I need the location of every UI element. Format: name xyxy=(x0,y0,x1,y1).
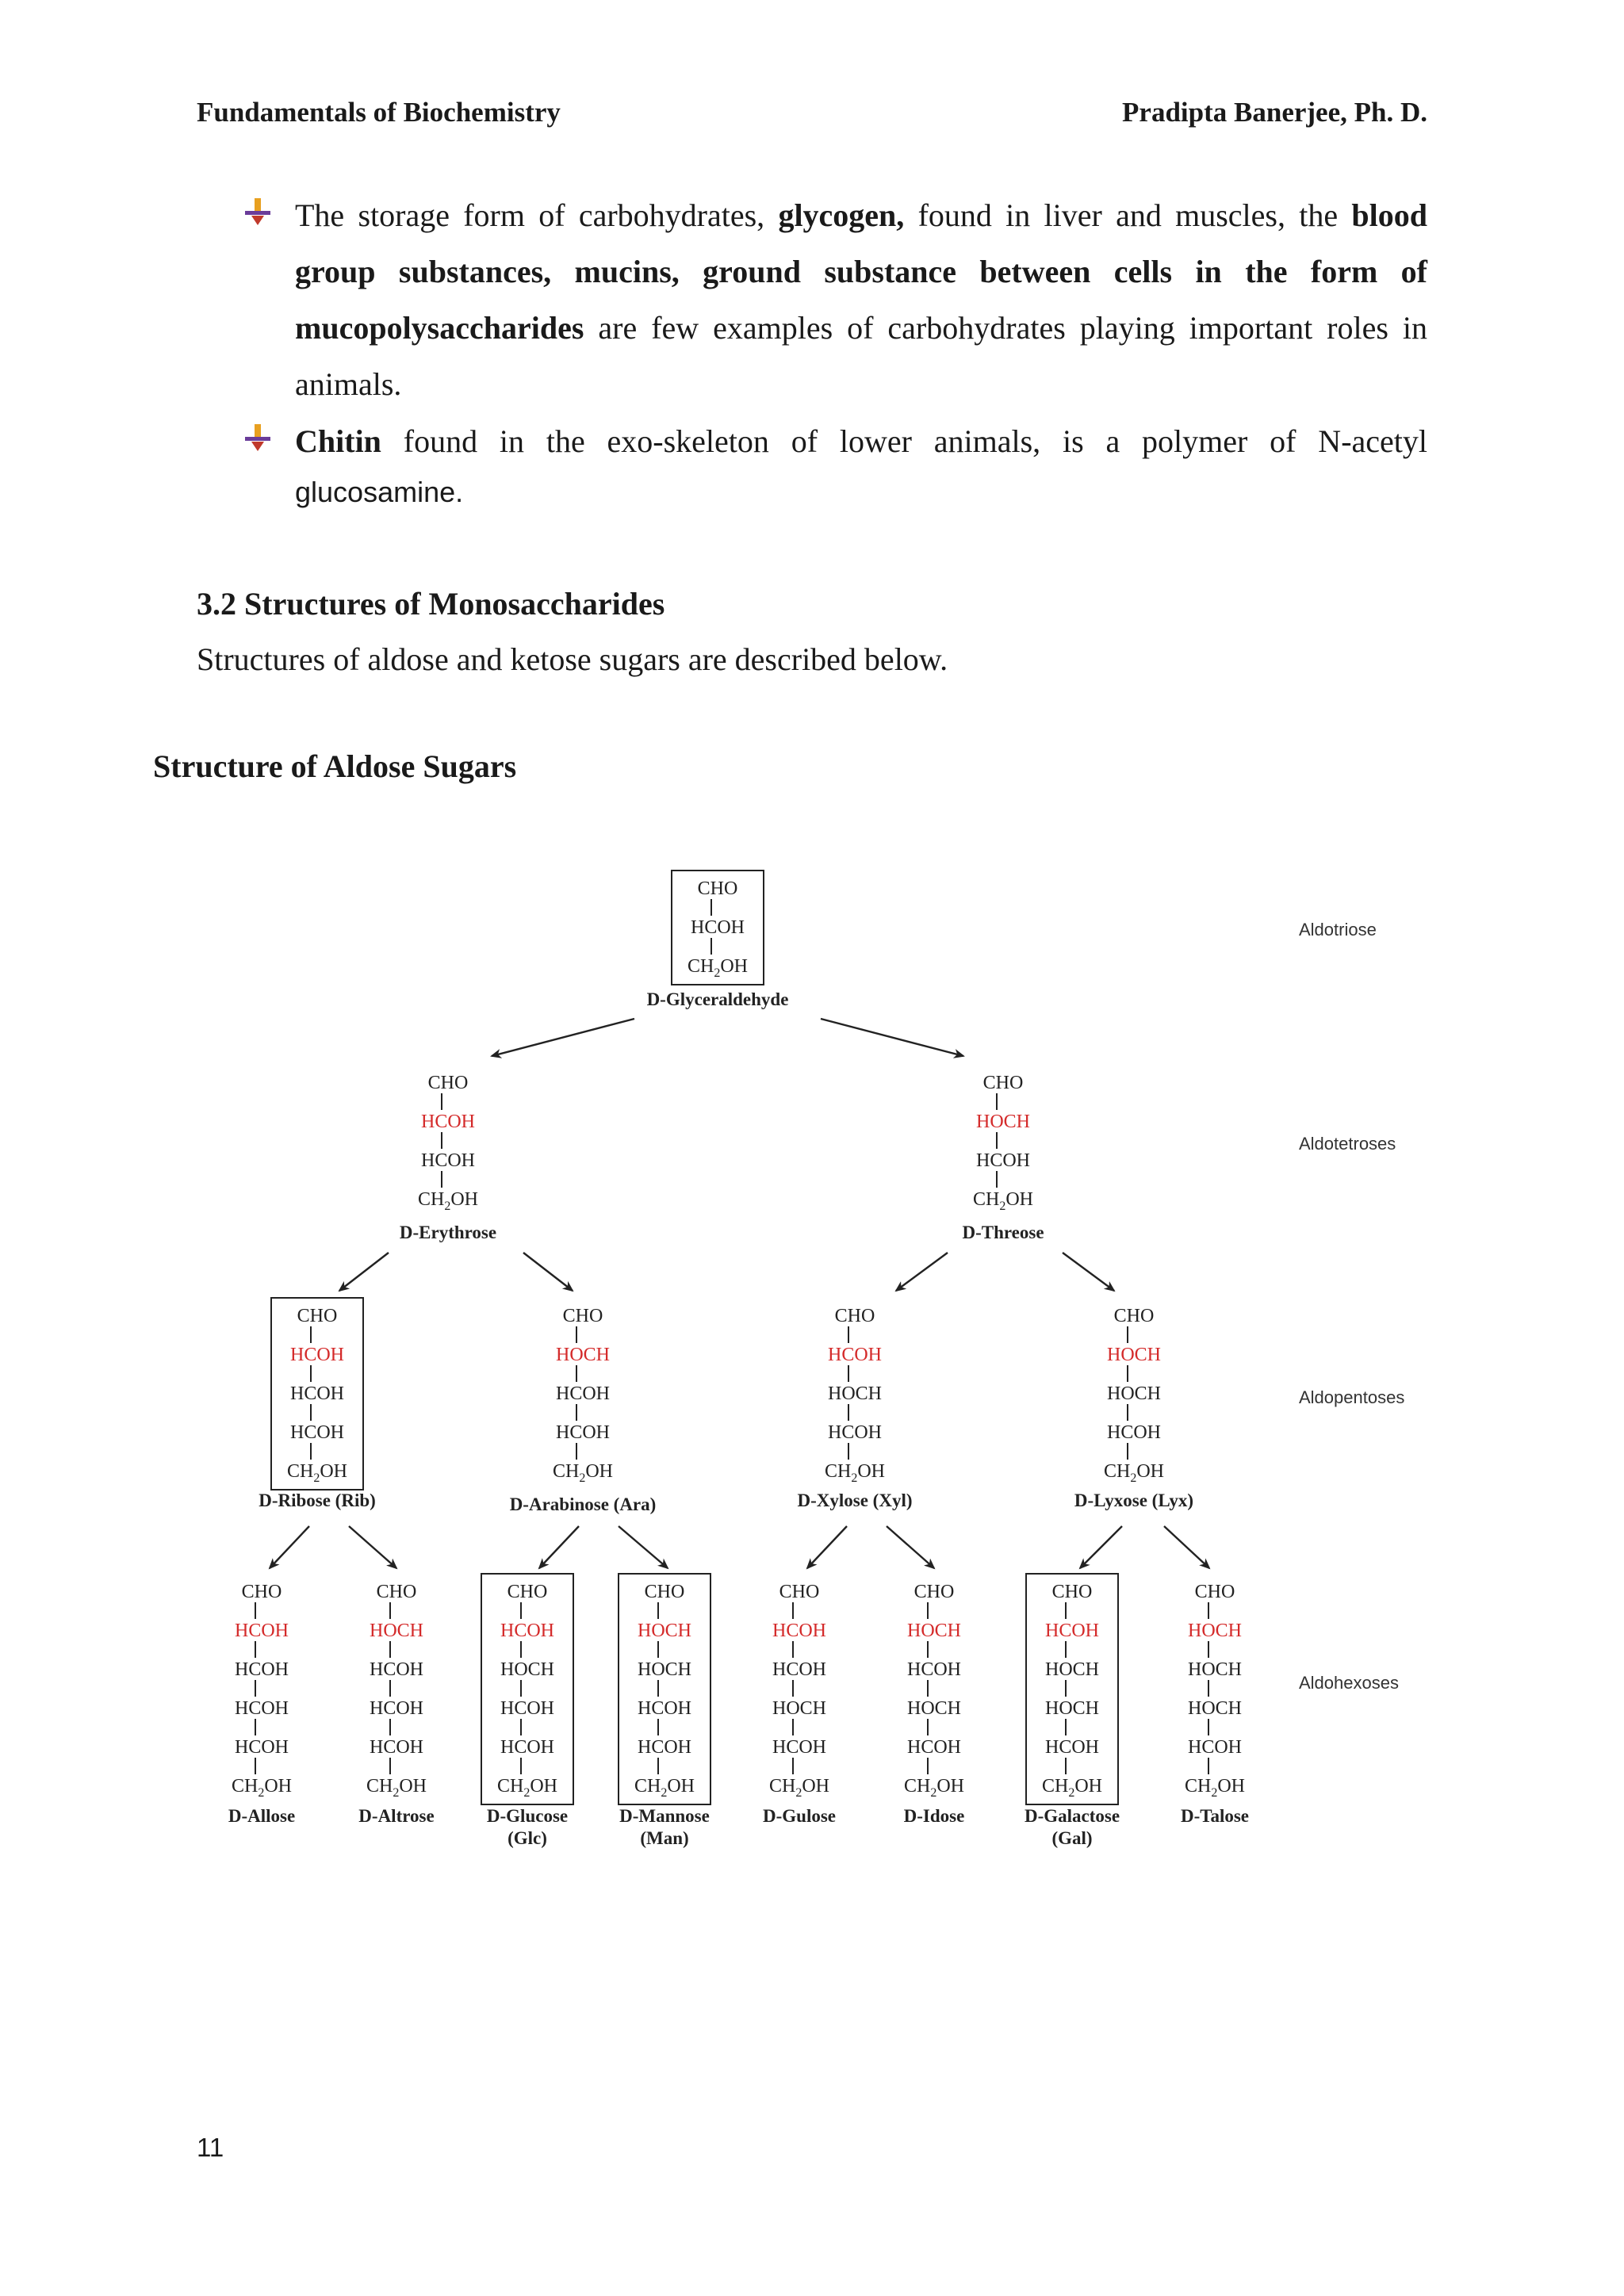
formula-line: CHO xyxy=(427,1073,469,1093)
sugar-abbr: (Gal) xyxy=(1051,1828,1093,1848)
formula-line: $CH_2OH$ xyxy=(768,1776,830,1800)
sugar-name: D-Erythrose xyxy=(399,1223,497,1242)
formula-line: CHO xyxy=(697,878,738,899)
arrow xyxy=(896,1253,948,1291)
arrow xyxy=(887,1526,934,1568)
text-run: are few examples of carbohydrates playing important roles in animals. xyxy=(295,310,1427,402)
formula-line: HCOH xyxy=(1044,1621,1100,1641)
arrow xyxy=(619,1526,668,1568)
section-text: Structures of aldose and ketose sugars are described below. xyxy=(197,641,948,677)
formula-line: $CH_2OH$ xyxy=(634,1776,695,1800)
sugar-name: D-Glyceraldehyde xyxy=(646,989,789,1009)
text-run: blood group substances, mucins, ground substance between cells in the form of mucopolysaccharides xyxy=(295,197,1427,346)
arrow xyxy=(1164,1526,1209,1568)
sugar-name: D-Mannose xyxy=(619,1806,710,1826)
formula-line: $CH_2OH$ xyxy=(552,1461,614,1485)
formula-line: HOCH xyxy=(827,1383,883,1404)
formula-line: $CH_2OH$ xyxy=(1041,1776,1103,1800)
arrow xyxy=(349,1526,396,1568)
formula-line: HCOH xyxy=(637,1698,692,1719)
formula-line: CHO xyxy=(297,1306,338,1326)
formula-line: HOCH xyxy=(975,1112,1031,1132)
sugar-mannose xyxy=(619,1574,710,1848)
sugar-ribose xyxy=(259,1298,376,1510)
formula-line: CHO xyxy=(562,1306,603,1326)
formula-line: CHO xyxy=(1113,1306,1155,1326)
sugar-abbr: (Glc) xyxy=(508,1828,547,1848)
formula-line: HCOH xyxy=(772,1621,827,1641)
arrow xyxy=(492,1019,634,1056)
formula-line: $CH_2OH$ xyxy=(286,1461,348,1485)
formula-line: HCOH xyxy=(906,1737,962,1758)
header-left: Fundamentals of Biochemistry xyxy=(197,97,561,128)
formula-line: HOCH xyxy=(906,1698,962,1719)
sugar-glyceraldehyde xyxy=(647,871,789,1009)
formula-line: HCOH xyxy=(1187,1737,1243,1758)
formula-line: $CH_2OH$ xyxy=(903,1776,965,1800)
formula-line: HCOH xyxy=(234,1621,289,1641)
formula-line: HOCH xyxy=(1187,1698,1243,1719)
text-run: The storage form of carbohydrates, xyxy=(295,197,779,233)
formula-line: HCOH xyxy=(772,1659,827,1680)
figure-title: Structure of Aldose Sugars xyxy=(153,748,517,784)
arrow xyxy=(523,1253,573,1291)
formula-line: HCOH xyxy=(369,1659,424,1680)
highlight-box xyxy=(481,1574,573,1804)
formula-line: HCOH xyxy=(234,1737,289,1758)
arrow xyxy=(1080,1526,1122,1568)
formula-line: HCOH xyxy=(906,1659,962,1680)
formula-line: HOCH xyxy=(1187,1659,1243,1680)
formula-line: HCOH xyxy=(289,1345,345,1365)
sugar-galactose xyxy=(1025,1574,1120,1848)
level-label: Aldopentoses xyxy=(1299,1387,1405,1407)
header-right: Pradipta Banerjee, Ph. D. xyxy=(1122,97,1427,128)
sugar-name: D-Gulose xyxy=(763,1806,836,1826)
formula-line: HCOH xyxy=(555,1422,611,1443)
formula-line: HOCH xyxy=(772,1698,827,1719)
formula-line: HCOH xyxy=(827,1345,883,1365)
formula-line: HOCH xyxy=(1044,1698,1100,1719)
formula-line: HOCH xyxy=(500,1659,555,1680)
formula-line: HOCH xyxy=(1044,1659,1100,1680)
formula-line: $CH_2OH$ xyxy=(496,1776,558,1800)
sugar-talose xyxy=(1181,1582,1249,1826)
formula-line: HOCH xyxy=(637,1621,692,1641)
sugar-glucose xyxy=(481,1574,573,1848)
formula-line: HCOH xyxy=(234,1659,289,1680)
formula-line: HCOH xyxy=(555,1383,611,1404)
sugar-altrose xyxy=(358,1582,434,1826)
level-label: Aldotetroses xyxy=(1299,1134,1396,1154)
sugar-erythrose xyxy=(400,1073,496,1242)
arrow xyxy=(807,1526,847,1568)
formula-line: HCOH xyxy=(827,1422,883,1443)
formula-line: HCOH xyxy=(289,1422,345,1443)
formula-line: HCOH xyxy=(369,1737,424,1758)
formula-line: HOCH xyxy=(1187,1621,1243,1641)
formula-line: $CH_2OH$ xyxy=(687,956,749,980)
sugar-name: D-Threose xyxy=(962,1223,1044,1242)
formula-line: HCOH xyxy=(975,1150,1031,1171)
formula-line: HCOH xyxy=(500,1698,555,1719)
sugar-name: D-Arabinose (Ara) xyxy=(509,1494,657,1514)
sugar-name: D-Idose xyxy=(903,1806,965,1826)
formula-line: $CH_2OH$ xyxy=(417,1189,479,1213)
text-run: found in liver and muscles, the xyxy=(904,197,1352,233)
formula-line: HOCH xyxy=(906,1621,962,1641)
formula-line: HCOH xyxy=(637,1737,692,1758)
arrow xyxy=(270,1526,309,1568)
formula-line: HCOH xyxy=(1106,1422,1162,1443)
sugar-name: D-Allose xyxy=(228,1806,296,1826)
formula-line: HOCH xyxy=(369,1621,424,1641)
sugar-abbr: (Man) xyxy=(640,1828,689,1848)
formula-line: $CH_2OH$ xyxy=(1103,1461,1165,1485)
formula-line: CHO xyxy=(376,1582,417,1602)
sugar-name: D-Galactose xyxy=(1024,1806,1120,1826)
sugar-threose xyxy=(962,1073,1044,1242)
sugar-name: D-Lyxose (Lyx) xyxy=(1074,1490,1194,1510)
arrow xyxy=(1063,1253,1114,1291)
highlight-box xyxy=(1026,1574,1118,1804)
formula-line: CHO xyxy=(1194,1582,1235,1602)
text-run: found in the exo-skeleton of lower animals, is a polymer of N-acetyl xyxy=(381,423,1427,459)
sugar-lyxose xyxy=(1074,1306,1193,1510)
sugar-xylose xyxy=(798,1306,913,1510)
sugar-allose xyxy=(228,1582,295,1826)
level-label: Aldohexoses xyxy=(1299,1673,1399,1693)
formula-line: CHO xyxy=(834,1306,875,1326)
section-title: 3.2 Structures of Monosaccharides xyxy=(197,586,665,622)
sugar-name: D-Glucose xyxy=(486,1806,569,1826)
formula-line: $CH_2OH$ xyxy=(972,1189,1034,1213)
arrow xyxy=(339,1253,389,1291)
formula-line: $CH_2OH$ xyxy=(366,1776,427,1800)
formula-line: HOCH xyxy=(637,1659,692,1680)
sugar-name: D-Ribose (Rib) xyxy=(259,1490,376,1510)
formula-line: CHO xyxy=(1051,1582,1093,1602)
sugar-name: D-Xylose (Xyl) xyxy=(797,1490,913,1510)
formula-line: CHO xyxy=(779,1582,820,1602)
formula-line: HCOH xyxy=(500,1621,555,1641)
formula-line: HCOH xyxy=(1044,1737,1100,1758)
formula-line: HCOH xyxy=(234,1698,289,1719)
formula-line: CHO xyxy=(914,1582,955,1602)
formula-line: HOCH xyxy=(555,1345,611,1365)
formula-line: $CH_2OH$ xyxy=(1184,1776,1246,1800)
arrow xyxy=(539,1526,579,1568)
text-run: Chitin xyxy=(295,423,381,459)
sugar-name: D-Talose xyxy=(1180,1806,1250,1826)
formula-line: $CH_2OH$ xyxy=(231,1776,293,1800)
formula-line: $CH_2OH$ xyxy=(824,1461,886,1485)
formula-line: HCOH xyxy=(289,1383,345,1404)
arrow xyxy=(821,1019,963,1056)
text-run: glycogen, xyxy=(778,197,905,233)
formula-line: HOCH xyxy=(1106,1383,1162,1404)
sugar-arabinose xyxy=(510,1306,657,1514)
sugar-name: D-Altrose xyxy=(358,1806,435,1826)
highlight-box xyxy=(619,1574,710,1804)
formula-line: CHO xyxy=(241,1582,282,1602)
sugar-gulose xyxy=(763,1582,836,1826)
formula-line: CHO xyxy=(982,1073,1024,1093)
formula-line: HCOH xyxy=(690,917,745,938)
bullet-2-trailing: glucosamine. xyxy=(295,476,464,508)
formula-line: HCOH xyxy=(420,1112,476,1132)
level-label: Aldotriose xyxy=(1299,920,1377,939)
formula-line: HCOH xyxy=(420,1150,476,1171)
formula-line: HCOH xyxy=(369,1698,424,1719)
page-number: 11 xyxy=(197,2133,224,2162)
formula-line: CHO xyxy=(644,1582,685,1602)
formula-line: HOCH xyxy=(1106,1345,1162,1365)
formula-line: HCOH xyxy=(772,1737,827,1758)
formula-line: HCOH xyxy=(500,1737,555,1758)
formula-line: CHO xyxy=(507,1582,548,1602)
sugar-idose xyxy=(904,1582,965,1826)
